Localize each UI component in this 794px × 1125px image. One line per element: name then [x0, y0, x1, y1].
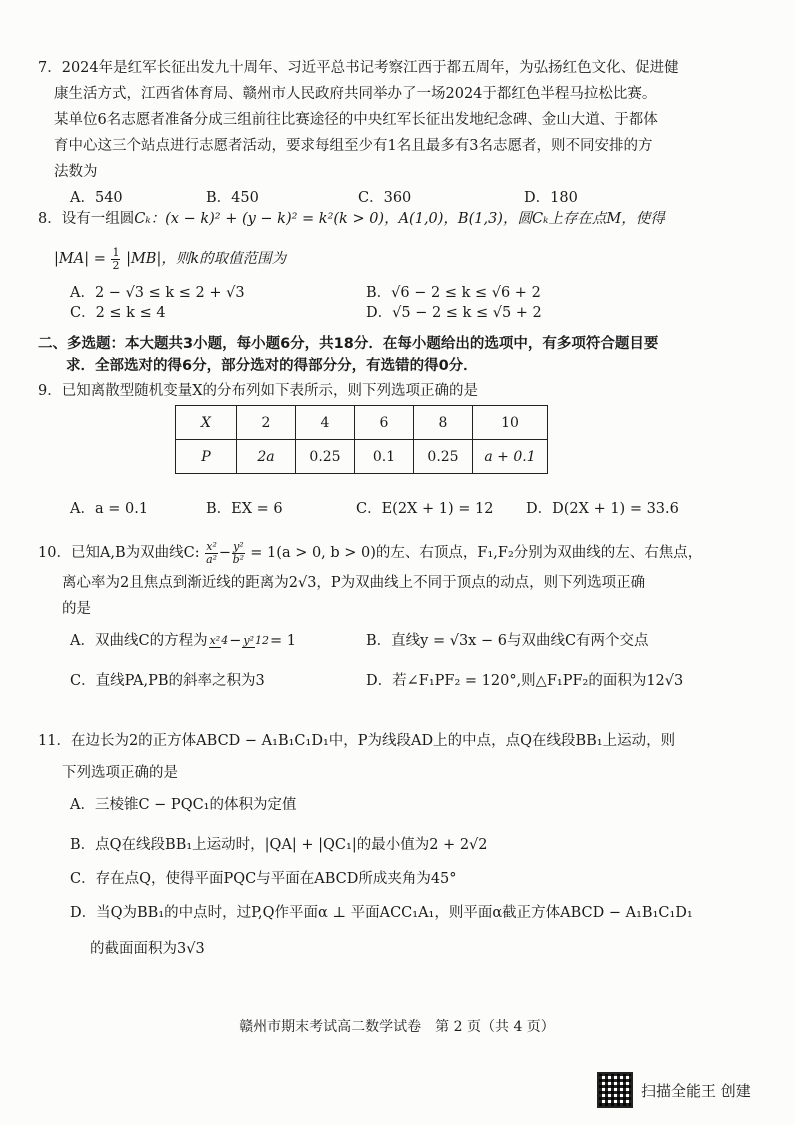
table-cell: X [176, 406, 237, 440]
q10-frac-y [232, 541, 245, 566]
q11-option-b[interactable]: B．点Q在线段BB₁上运动时，|QA| + |QC₁|的最小值为2 + 2√2 [70, 837, 488, 853]
q7-option-a[interactable]: A．540 [70, 190, 123, 206]
question-11 [38, 728, 758, 962]
qr-code-icon [597, 1072, 633, 1108]
q10-opta-frac-y [242, 635, 269, 648]
q9-option-c[interactable]: C．E(2X + 1) = 12 [356, 501, 494, 517]
question-10 [38, 540, 758, 694]
q8-circle-symbol: C [134, 211, 146, 227]
q8-option-b[interactable]: B．√6 − 2 ≤ k ≤ √6 + 2 [366, 285, 541, 301]
table-cell: 2a [237, 440, 296, 474]
q10-line-3: 的是 [62, 601, 91, 617]
table-cell: P [176, 440, 237, 474]
q11-option-d-line-2: 的截面面积为3√3 [90, 941, 205, 957]
q10-option-a-text: A．双曲线C的方程为 [70, 633, 208, 649]
q10-stem-start: 10．已知A,B为双曲线C: [38, 545, 200, 561]
section-2-line-2: 求．全部选对的得6分，部分选对的得部分分，有选错的得0分． [66, 358, 478, 374]
q11-option-a[interactable]: A．三棱锥C − PQC₁的体积为定值 [70, 797, 297, 813]
q8-line-2 [38, 246, 758, 272]
frac-numerator: x² [206, 539, 217, 553]
q10-frac-x [205, 541, 218, 566]
q9-option-d[interactable]: D．D(2X + 1) = 33.6 [526, 501, 679, 517]
q9-options-block [38, 496, 758, 522]
table-cell: 8 [414, 406, 473, 440]
frac-numerator: x² [209, 633, 221, 647]
frac-denominator: 4 [221, 633, 229, 647]
q7-line-5: 法数为 [54, 164, 98, 180]
q11-line-1: 11．在边长为2的正方体ABCD − A₁B₁C₁D₁中，P为线段AD上的中点，点Q在线段BB₁上运动，则 [38, 733, 676, 749]
table-cell: 0.25 [296, 440, 355, 474]
q7-option-d[interactable]: D．180 [524, 190, 578, 206]
q7-line-4: 育中心这三个站点进行志愿者活动，要求每组至少有1名且最多有3名志愿者，则不同安排的方 [54, 138, 653, 154]
table-cell: 4 [296, 406, 355, 440]
table-cell: 10 [473, 406, 548, 440]
q10-option-a[interactable]: A．双曲线C的方程为 x²4− y²12= 1 [70, 628, 366, 654]
q10-option-c[interactable]: C．直线PA,PB的斜率之积为3 [70, 673, 265, 689]
frac-numerator: y² [233, 539, 244, 553]
q9-distribution-table [175, 405, 548, 474]
table-row [176, 440, 548, 474]
q7-line-2: 康生活方式，江西省体育局、赣州市人民政府共同举办了一场2024于都红色半程马拉松比赛。 [54, 86, 657, 102]
q11-option-d-line-1[interactable]: D．当Q为BB₁的中点时，过P,Q作平面α ⊥ 平面ACC₁A₁，则平面α截正方体ABCD − A₁B₁C₁D₁ [70, 905, 693, 921]
section-2-heading [38, 333, 764, 377]
table-cell: a + 0.1 [473, 440, 548, 474]
q8-ma: |MA| = [54, 251, 106, 267]
q7-option-c[interactable]: C．360 [358, 190, 412, 206]
watermark-text: 扫描全能王 创建 [641, 1081, 751, 1100]
q8-mb: |MB|，则k的取值范围为 [126, 251, 287, 267]
q7-option-b[interactable]: B．450 [206, 190, 259, 206]
q9-stem: 9．已知离散型随机变量X的分布列如下表所示，则下列选项正确的是 [38, 383, 479, 399]
q9-option-a[interactable]: A．a = 0.1 [70, 501, 149, 517]
q8-line-1 [38, 206, 758, 232]
q7-line-3: 某单位6名志愿者准备分成三组前往比赛途径的中央红军长征出发地纪念碑、金山大道、于都体 [54, 112, 658, 128]
q8-frac-num: 1 [112, 245, 120, 259]
q8-stem-text: 8．设有一组圆 [38, 211, 135, 227]
q8-option-c[interactable]: C．2 ≤ k ≤ 4 [70, 305, 166, 321]
table-cell: 0.25 [414, 440, 473, 474]
q8-options-row-2 [38, 300, 758, 326]
question-9 [38, 378, 758, 404]
q11-option-c[interactable]: C．存在点Q，使得平面PQC与平面在ABCD所成夹角为45° [70, 871, 457, 887]
frac-denominator: 12 [254, 633, 269, 647]
q10-options-row-2 [38, 668, 758, 694]
q10-line-1: 10．已知A,B为双曲线C: $\frac{\text{x²}}{\text{a²}}$ − $\frac{\text{y²}}{\text{b²}}$ = 1(a > 0, b > 0)的左、右顶点，F₁,F₂分别为双曲线的左、右焦点， [38, 539, 703, 566]
q10-stem-end: = 1(a > 0, b > 0)的左、右顶点，F₁,F₂分别为双曲线的左、右焦点， [250, 545, 703, 561]
q8-frac-den: 2 [112, 258, 120, 272]
q10-options-row-1 [38, 628, 758, 654]
q10-option-d[interactable]: D．若∠F₁PF₂ = 120°,则△F₁PF₂的面积为12√3 [366, 673, 684, 689]
q8-option-a[interactable]: A．2 − √3 ≤ k ≤ 2 + √3 [70, 285, 245, 301]
table-cell: 6 [355, 406, 414, 440]
q9-option-b[interactable]: B．EX = 6 [206, 501, 283, 517]
table-cell: 0.1 [355, 440, 414, 474]
table-cell: 2 [237, 406, 296, 440]
frac-denominator: a² [206, 552, 218, 566]
q9-options [38, 496, 758, 522]
q10-option-a-eq: = 1 [269, 633, 296, 649]
q7-line-1: 7．2024年是红军长征出发九十周年、习近平总书记考察江西于都五周年，为弘扬红色文化、促进健 [38, 60, 679, 76]
q10-line-2: 离心率为2且焦点到渐近线的距离为2√3，P为双曲线上不同于顶点的动点，则下列选项正确 [62, 575, 646, 591]
q10-opta-frac-x [209, 635, 229, 648]
scanner-watermark [597, 1072, 751, 1108]
question-7 [38, 55, 758, 211]
q8-half-fraction [111, 247, 120, 272]
q8-condition: Cₖ上存在点M，使得 [531, 211, 665, 227]
page-footer: 赣州市期末考试高二数学试卷 第 2 页（共 4 页） [239, 1019, 555, 1035]
question-8 [38, 206, 758, 326]
table-row [176, 406, 548, 440]
section-2-line-1: 二、多选题：本大题共3小题，每小题6分，共18分．在每小题给出的选项中，有多项符合题目要 [38, 336, 659, 352]
frac-numerator: y² [243, 633, 254, 647]
q11-line-2: 下列选项正确的是 [62, 765, 178, 781]
q8-circle-equation: ₖ：(x − k)² + (y − k)² = k²(k > 0)，A(1,0)，B(1,3)，圆 [145, 211, 532, 227]
q8-option-d[interactable]: D．√5 − 2 ≤ k ≤ √5 + 2 [366, 305, 542, 321]
q10-option-b[interactable]: B．直线y = √3x − 6与双曲线C有两个交点 [366, 633, 649, 649]
frac-denominator: b² [232, 552, 245, 566]
